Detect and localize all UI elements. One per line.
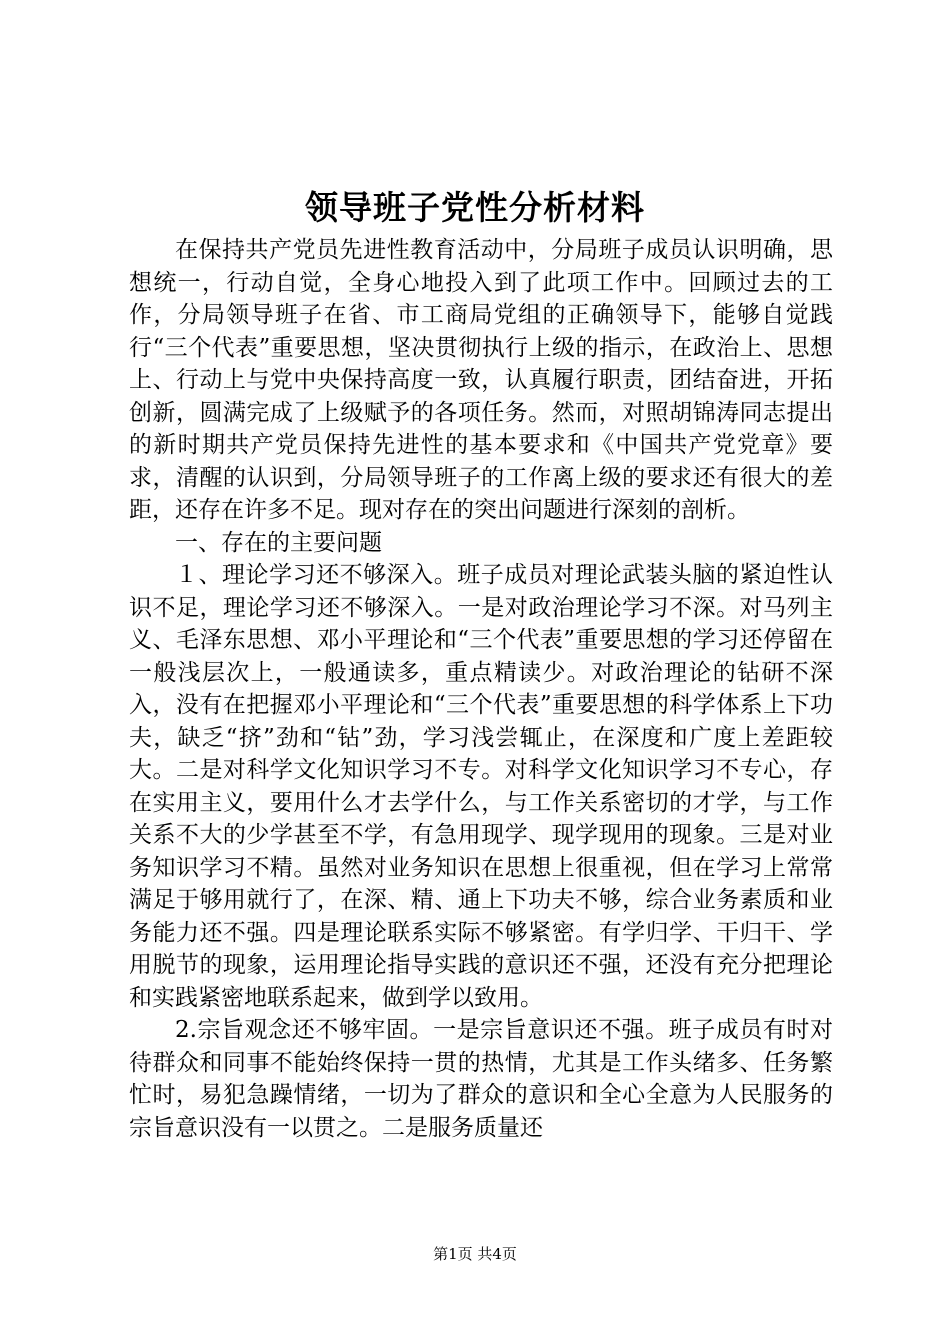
section-heading: 一、存在的主要问题 <box>175 529 382 556</box>
problem-2-paragraph: 2.宗旨观念还不够牢固。一是宗旨意识还不强。班子成员有时对待群众和同事不能始终保持一贯的热情，尤其是工作头绪多、任务繁忙时，易犯急躁情绪，一切为了群众的意识和全心全意为人民服务的宗旨意识没有一以贯之。二是服务质量还 <box>129 1017 833 1141</box>
document-title: 领导班子党性分析材料 <box>305 188 645 227</box>
problem-1-paragraph: １、理论学习还不够深入。班子成员对理论武装头脑的紧迫性认识不足，理论学习还不够深入。一是对政治理论学习不深。对马列主义、毛泽东思想、邓小平理论和“三个代表”重要思想的学习还停留在一般浅层次上，一般通读多，重点精读少。对政治理论的钻研不深入，没有在把握邓小平理论和“三个代表”重要思想的科学体系上下功夫，缺乏“挤”劲和“钻”劲，学习浅尝辄止，在深度和广度上差距较大。二是对科学文化知识学习不专。对科学文化知识学习不专心，存在实用主义，要用什么才去学什么，与工作关系密切的才学，与工作关系不大的少学甚至不学，有急用现学、现学现用的现象。三是对业务知识学习不精。虽然对业务知识在思想上很重视，但在学习上常常满足于够用就行了，在深、精、通上下功夫不够，综合业务素质和业务能力还不强。四是理论联系实际不够紧密。有学归学、干归干、学用脱节的现象，运用理论指导实践的意识还不强，还没有充分把理论和实践紧密地联系起来，做到学以致用。 <box>129 562 833 1011</box>
document-body <box>129 234 833 1144</box>
intro-paragraph: 在保持共产党员先进性教育活动中，分局班子成员认识明确，思想统一，行动自觉，全身心地投入到了此项工作中。回顾过去的工作，分局领导班子在省、市工商局党组的正确领导下，能够自觉践行“三个代表”重要思想，坚决贯彻执行上级的指示，在政治上、思想上、行动上与党中央保持高度一致，认真履行职责，团结奋进，开拓创新，圆满完成了上级赋予的各项任务。然而，对照胡锦涛同志提出的新时期共产党员保持先进性的基本要求和《中国共产党党章》要求，清醒的认识到，分局领导班子的工作离上级的要求还有很大的差距，还存在许多不足。现对存在的突出问题进行深刻的剖析。 <box>129 237 833 523</box>
page-footer: 第1页 共4页 <box>433 1245 517 1263</box>
